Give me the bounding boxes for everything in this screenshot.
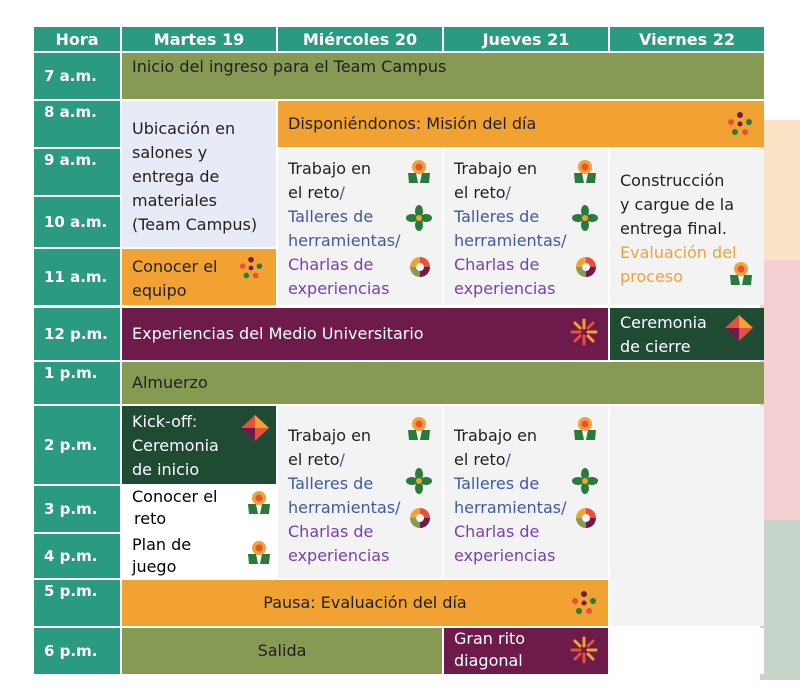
ceremonia-cierre-line-1: Ceremonia: [620, 313, 707, 332]
kickoff-line-2: Ceremonia: [132, 436, 219, 455]
charlas-l2: experiencias: [454, 279, 556, 298]
flower-hands-icon: [572, 416, 598, 440]
talleres-l2: herramientas/: [288, 231, 401, 250]
event-experiencias-medio: [122, 308, 608, 360]
flower-hands-icon: [246, 540, 272, 564]
clover-icon: [406, 468, 432, 494]
event-experiencias-medio-label: Experiencias del Medio Universitario: [132, 324, 424, 343]
ring-icon: [574, 255, 598, 279]
event-conocer-equipo: [122, 249, 276, 305]
event-ceremonia-cierre: [610, 308, 764, 360]
flower-hands-icon: [406, 159, 432, 183]
slash: /: [505, 183, 511, 202]
event-almuerzo: [122, 362, 764, 404]
hour-4pm: 4 p.m.: [34, 534, 120, 578]
header-viernes: Viernes 22: [610, 27, 764, 51]
event-trabajo-jue-am: [444, 149, 608, 305]
header-miercoles: Miércoles 20: [278, 27, 442, 51]
event-trabajo-mie-am: [278, 149, 442, 305]
ring-icon: [408, 255, 432, 279]
sunburst-icon: [570, 636, 598, 664]
hour-3pm: 3 p.m.: [34, 486, 120, 532]
conocer-reto-line-1: Conocer el: [132, 487, 218, 506]
conocer-equipo-line-1: Conocer el: [132, 257, 218, 276]
trabajo-l1: Trabajo en: [288, 426, 372, 445]
hour-10am: 10 a.m.: [34, 197, 120, 247]
event-ubicacion: [122, 101, 276, 247]
event-salida: [122, 628, 442, 674]
hour-5pm: 5 p.m.: [34, 580, 120, 626]
construccion-line-1: Construcción: [620, 171, 725, 190]
event-construccion: [610, 149, 764, 305]
ubicacion-line-2: salones y: [132, 143, 208, 162]
trabajo-l2: el reto: [288, 183, 340, 202]
talleres-l1: Talleres de: [288, 207, 374, 226]
trabajo-l2: el reto: [454, 450, 506, 469]
event-disponiendonos: [278, 101, 764, 147]
sunburst-icon: [570, 318, 598, 346]
decor-strip-peach: [760, 120, 800, 260]
conocer-reto-line-2: reto: [134, 509, 167, 528]
hour-2pm: 2 p.m.: [34, 406, 120, 484]
header-jueves: Jueves 21: [444, 27, 608, 51]
dots-icon: [238, 255, 264, 281]
evaluacion-line-1: Evaluación del: [620, 243, 737, 262]
ring-icon: [408, 506, 432, 530]
ubicacion-line-3: entrega de: [132, 167, 220, 186]
conocer-equipo-line-2: equipo: [132, 281, 187, 300]
flower-hands-icon: [728, 261, 754, 285]
event-plan-juego: [122, 534, 276, 578]
event-inicio-ingreso: [122, 53, 764, 99]
hour-9am: 9 a.m.: [34, 149, 120, 195]
charlas-l1: Charlas de: [288, 522, 374, 541]
gran-rito-line-1: Gran rito: [454, 629, 526, 648]
trabajo-l2: el reto: [288, 450, 340, 469]
charlas-l2: experiencias: [454, 546, 556, 565]
talleres-l1: Talleres de: [454, 474, 540, 493]
slash: /: [505, 450, 511, 469]
dots-icon: [726, 110, 754, 138]
decor-strip-pink: [760, 260, 800, 520]
charlas-l1: Charlas de: [454, 522, 540, 541]
plan-juego-line-2: juego: [132, 557, 177, 576]
talleres-l1: Talleres de: [288, 474, 374, 493]
hour-12pm: 12 p.m.: [34, 308, 120, 360]
ring-icon: [574, 506, 598, 530]
clover-icon: [572, 468, 598, 494]
talleres-l1: Talleres de: [454, 207, 540, 226]
clover-icon: [406, 205, 432, 231]
header-hora: Hora: [34, 27, 120, 51]
ubicacion-line-1: Ubicación en: [132, 119, 236, 138]
hour-6pm: 6 p.m.: [34, 628, 120, 674]
event-kickoff: [122, 406, 276, 484]
hour-11am: 11 a.m.: [34, 249, 120, 305]
hour-7am: 7 a.m.: [34, 53, 120, 99]
clover-icon: [572, 205, 598, 231]
kickoff-line-1: Kick-off:: [132, 412, 198, 431]
trabajo-l1: Trabajo en: [288, 159, 372, 178]
gran-rito-line-2: diagonal: [454, 651, 523, 670]
ceremonia-cierre-line-2: de cierre: [620, 337, 691, 356]
charlas-l1: Charlas de: [454, 255, 540, 274]
diamond-icon: [724, 314, 754, 342]
flower-hands-icon: [406, 416, 432, 440]
slash: /: [339, 183, 345, 202]
trabajo-l1: Trabajo en: [454, 426, 538, 445]
header-martes: Martes 19: [122, 27, 276, 51]
ubicacion-line-5: (Team Campus): [132, 215, 258, 234]
evaluacion-line-2: proceso: [620, 267, 683, 286]
charlas-l1: Charlas de: [288, 255, 374, 274]
construccion-line-3: entrega final.: [620, 219, 727, 238]
empty-viernes-6pm: [610, 628, 764, 674]
event-almuerzo-label: Almuerzo: [132, 373, 208, 392]
talleres-l2: herramientas/: [288, 498, 401, 517]
event-salida-label: Salida: [257, 641, 307, 660]
flower-hands-icon: [246, 490, 272, 514]
empty-viernes-pm: [610, 406, 764, 626]
talleres-l2: herramientas/: [454, 231, 567, 250]
event-trabajo-mie-pm: [278, 406, 442, 578]
charlas-l2: experiencias: [288, 279, 390, 298]
event-gran-rito: [444, 628, 608, 674]
decor-strip-green: [760, 520, 800, 680]
flower-hands-icon: [572, 159, 598, 183]
kickoff-line-3: de inicio: [132, 460, 200, 479]
event-pausa-label: Pausa: Evaluación del día: [263, 593, 467, 612]
event-trabajo-jue-pm: [444, 406, 608, 578]
charlas-l2: experiencias: [288, 546, 390, 565]
event-pausa: [122, 580, 608, 626]
plan-juego-line-1: Plan de: [132, 535, 192, 554]
dots-icon: [570, 589, 598, 617]
event-conocer-reto: [122, 486, 276, 532]
trabajo-l1: Trabajo en: [454, 159, 538, 178]
talleres-l2: herramientas/: [454, 498, 567, 517]
diamond-icon: [240, 414, 270, 442]
trabajo-l2: el reto: [454, 183, 506, 202]
hour-8am: 8 a.m.: [34, 101, 120, 147]
ubicacion-line-4: materiales: [132, 191, 217, 210]
slash: /: [339, 450, 345, 469]
event-disponiendonos-label: Disponiéndonos: Misión del día: [288, 114, 537, 133]
hour-1pm: 1 p.m.: [34, 362, 120, 404]
construccion-line-2: y cargue de la: [620, 195, 735, 214]
event-inicio-ingreso-label: Inicio del ingreso para el Team Campus: [132, 57, 447, 76]
